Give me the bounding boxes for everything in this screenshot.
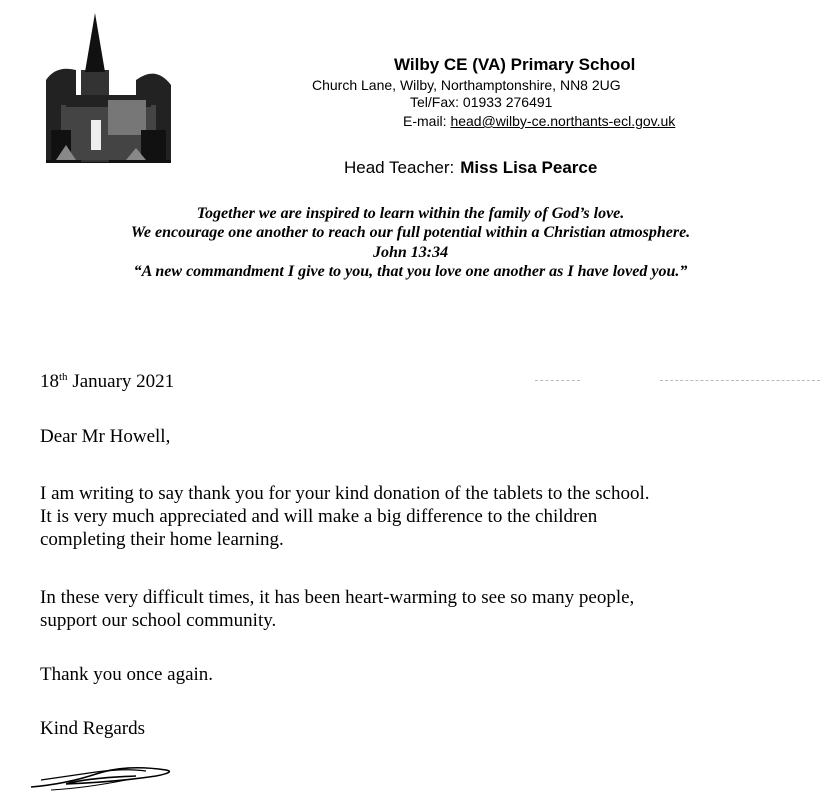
paragraph-line: It is very much appreciated and will make a big difference to the children bbox=[40, 506, 598, 527]
signature-image bbox=[26, 762, 176, 794]
paragraph-line: completing their home learning. bbox=[40, 529, 284, 550]
school-address: Church Lane, Wilby, Northamptonshire, NN8 2UG bbox=[312, 77, 621, 93]
date-suffix: th bbox=[59, 371, 68, 383]
paragraph-line: support our school community. bbox=[40, 610, 277, 631]
school-telfax: Tel/Fax: 01933 276491 bbox=[410, 94, 553, 110]
paragraph-line: I am writing to say thank you for your kind donation of the tablets to the school. bbox=[40, 483, 650, 504]
email-label: E-mail: bbox=[403, 113, 451, 129]
scan-artifact-dots bbox=[660, 380, 820, 382]
verse-quote: “A new commandment I give to you, that you love one another as I have loved you.” bbox=[133, 262, 688, 280]
church-logo bbox=[36, 10, 176, 170]
mission-line-1: Together we are inspired to learn within the family of God’s love. bbox=[196, 205, 625, 222]
paragraph-thanks-again: Thank you once again. bbox=[40, 664, 214, 685]
mission-line-2: We encourage one another to reach our full potential within a Christian atmosphere. bbox=[130, 224, 691, 242]
school-email-line bbox=[403, 113, 675, 130]
verse-reference: John 13:34 bbox=[372, 243, 449, 261]
paragraph-community bbox=[40, 586, 634, 632]
closing: Kind Regards bbox=[40, 718, 146, 739]
head-teacher-label: Head Teacher: bbox=[344, 158, 455, 177]
paragraph-line: In these very difficult times, it has been heart-warming to see so many people, bbox=[40, 587, 635, 608]
scan-artifact-dots bbox=[535, 380, 580, 382]
salutation: Dear Mr Howell, bbox=[40, 426, 171, 447]
mission-statement bbox=[0, 204, 821, 281]
head-teacher-name: Miss Lisa Pearce bbox=[460, 158, 598, 177]
email-link[interactable]: head@wilby-ce.northants-ecl.gov.uk bbox=[450, 113, 676, 129]
paragraph-thanks bbox=[40, 482, 649, 551]
head-teacher-line bbox=[344, 158, 597, 178]
date-month-year: January 2021 bbox=[67, 371, 175, 392]
school-name: Wilby CE (VA) Primary School bbox=[394, 55, 636, 74]
letter-date bbox=[40, 370, 174, 393]
date-day: 18 bbox=[40, 371, 59, 392]
